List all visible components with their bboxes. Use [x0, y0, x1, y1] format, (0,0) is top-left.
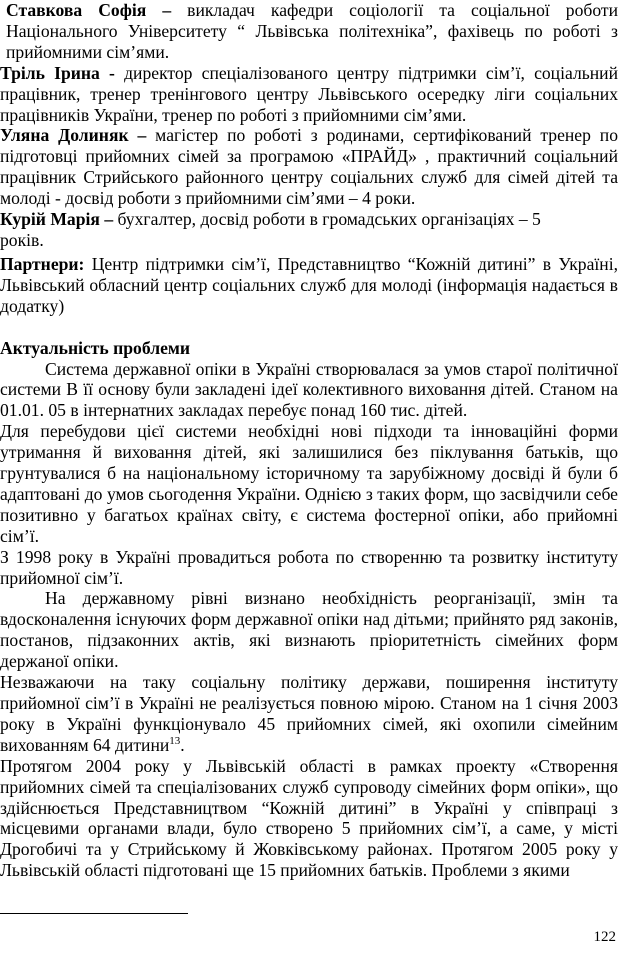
paragraph-despite-text: Незважаючи на таку соціальну політику держави, поширення інституту прийомної сім’ї в Україні не реалізується повною мірою. Станом на 1 січня 2003 року в Україні функціонувало 45 прийомних сімей, які охопили сімейним вихованням 64 дитини	[0, 672, 618, 755]
partners-paragraph	[0, 254, 618, 317]
paragraph-despite-end: .	[180, 734, 185, 755]
partners-text: Центр підтримки сім’ї, Представництво “Кожній дитині” в Україні, Львівський обласний центр соціальних служб для молоді (інформація надається в додатку)	[0, 253, 618, 316]
team-member-dolyniak	[0, 125, 618, 209]
team-member-tril	[0, 63, 618, 126]
member-description: викладач кафедри соціології та соціальної роботи Національного Університету “ Львівська політехніка”, фахівець по роботі з прийомними сім’ями.	[6, 0, 618, 62]
member-description: бухгалтер, досвід роботи в громадських організаціях – 5 років.	[0, 209, 541, 250]
member-description: директор спеціалізованого центру підтримки сім’ї, соціальний працівник, тренер тренінгового центру Львівського осередку ліги соціальних працівників України, тренер по роботі з прийомними сім’ями.	[0, 62, 618, 125]
paragraph-system: Система державної опіки в Україні створювалася за умов старої політичної системи В її основу були закладені ідеї колективного виховання дітей. Станом на 01.01. 05 в інтернатних закладах перебує понад 160 тис. дітей.	[0, 358, 618, 421]
partners-label: Партнери:	[0, 253, 85, 274]
section-title: Актуальність проблеми	[0, 337, 191, 358]
member-description: магістер по роботі з родинами, сертифікований тренер по підготовці прийомних сімей за програмою «ПРАЙД» , практичний соціальний працівник Стрийського районного центру соціальних служб для сімей дітей та молоді - досвід роботи з прийомними сім’ями – 4 роки.	[0, 125, 618, 209]
footnote-ref: 13	[169, 734, 181, 747]
page-number: 122	[593, 929, 616, 945]
member-name: Уляна Долиняк –	[0, 125, 147, 146]
team-member-stavkova	[0, 0, 618, 63]
paragraph-despite	[0, 672, 618, 756]
spacer	[0, 317, 618, 338]
paragraph-state-level: На державному рівні визнано необхідність реорганізації, змін та вдосконалення існуючих форм державної опіки над дітьми; прийнято ряд законів, постанов, підзаконних актів, які визнають пріоритетність сімейних форм держаної опіки.	[0, 588, 618, 672]
member-name: Курій Марія –	[0, 209, 114, 230]
member-name: Тріль Ірина -	[0, 62, 115, 83]
footnote-separator	[0, 913, 188, 914]
paragraph-1998: З 1998 року в Україні провадиться робота по створенню та розвитку інституту прийомної сім’ї.	[0, 546, 618, 588]
paragraph-2004: Протягом 2004 року у Львівській області в рамках проекту «Створення прийомних сімей та спеціалізованих служб супроводу сімейних форм опіки», що здійснюється Представництвом “Кожній дитині” в Україні у співпраці з місцевими органами влади, було створено 5 прийомних сім’ї, а саме, у місті Дрогобичі та у Стрийському й Жовківському районах. Протягом 2005 року у Львівській області підготовані ще 15 прийомних батьків. Проблеми з якими	[0, 755, 618, 881]
paragraph-rebuild: Для перебудови цієї системи необхідні нові підходи та інноваційні форми утримання й виховання дітей, які залишилися без піклування батьків, що грунтувалися б на національному історичному та зарубіжному досвіді й були б адаптовані до умов сьогодення України. Однією з таких форм, що засвідчили себе позитивно у багатьох країнах світу, є система фостерної опіки, або прийомні сім’ї.	[0, 421, 618, 546]
member-name: Ставкова Софія –	[6, 0, 172, 20]
team-member-kurii	[0, 209, 618, 251]
